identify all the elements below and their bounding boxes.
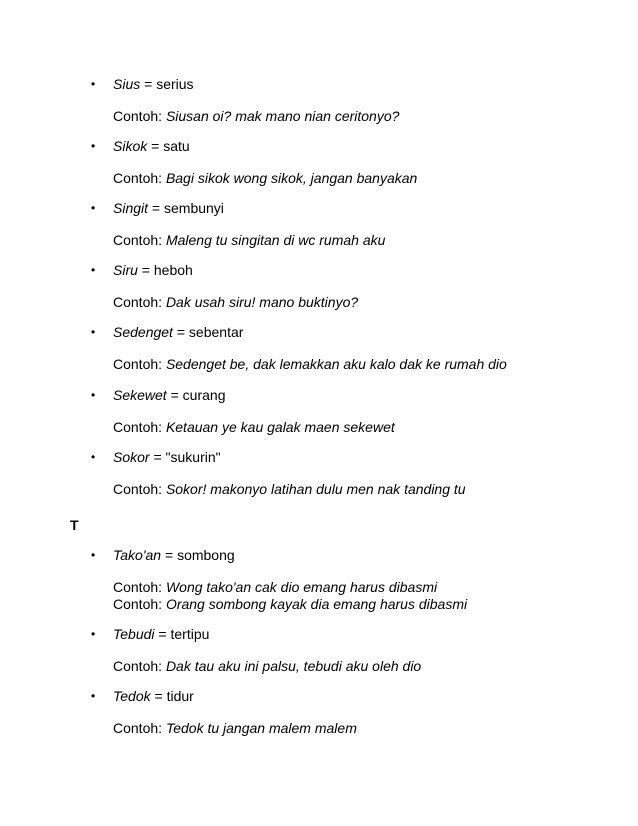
entry-meaning: sembunyi	[164, 200, 224, 216]
bullet-icon: •	[91, 450, 96, 464]
entry-meaning: sebentar	[188, 324, 244, 340]
entry-definition	[113, 198, 224, 218]
bullet-icon: •	[91, 388, 96, 402]
example-text: Siusan oi? mak mano nian ceritonyo?	[165, 108, 400, 124]
bullet-icon: •	[91, 689, 96, 703]
entry-meaning: serius	[156, 76, 194, 92]
entry-word: Siru	[113, 262, 138, 278]
entry-word: Sedenget	[113, 324, 173, 340]
list-item	[0, 447, 638, 467]
example-line	[113, 354, 507, 374]
equals-sign: =	[137, 262, 154, 278]
bullet-icon: •	[91, 325, 96, 339]
list-item	[0, 545, 638, 565]
example-label: Contoh:	[113, 720, 163, 736]
example-label: Contoh:	[113, 356, 163, 372]
list-item	[0, 624, 638, 644]
entry-word: Sokor	[113, 449, 150, 465]
example-label: Contoh:	[113, 658, 163, 674]
example-line	[113, 106, 399, 126]
example-text: Wong tako'an cak dio emang harus dibasmi	[165, 579, 438, 595]
entry-definition	[113, 74, 194, 94]
example-line	[113, 718, 357, 738]
example-text: Dak usah siru! mano buktinyo?	[165, 294, 359, 310]
entry-meaning: tertipu	[170, 626, 210, 642]
entry-meaning: tidur	[166, 688, 194, 704]
equals-sign: =	[149, 449, 166, 465]
example-text: Orang sombong kayak dia emang harus dibasmi	[165, 596, 468, 612]
entry-definition	[113, 322, 243, 342]
entry-meaning: sombong	[177, 547, 235, 563]
entry-meaning: "sukurin"	[165, 449, 221, 465]
list-item	[0, 136, 638, 156]
example-text: Sokor! makonyo latihan dulu men nak tanding tu	[165, 481, 466, 497]
entry-word: Tako'an	[113, 547, 162, 563]
example-line	[113, 292, 358, 312]
example-line	[113, 168, 417, 188]
example-label: Contoh:	[113, 108, 163, 124]
bullet-icon: •	[91, 263, 96, 277]
example-text: Sedenget be, dak lemakkan aku kalo dak ke rumah dio	[165, 356, 507, 372]
entry-word: Tedok	[113, 688, 151, 704]
entry-meaning: heboh	[153, 262, 193, 278]
example-text: Maleng tu singitan di wc rumah aku	[165, 232, 386, 248]
bullet-icon: •	[91, 77, 96, 91]
entry-definition	[113, 385, 225, 405]
entry-word: Tebudi	[113, 626, 155, 642]
example-text: Bagi sikok wong sikok, jangan banyakan	[165, 170, 418, 186]
list-item	[0, 74, 638, 94]
example-label: Contoh:	[113, 579, 163, 595]
equals-sign: =	[161, 547, 178, 563]
equals-sign: =	[147, 138, 164, 154]
section-heading: T	[70, 517, 79, 533]
bullet-icon: •	[91, 139, 96, 153]
example-label: Contoh:	[113, 596, 163, 612]
example-line	[113, 479, 466, 499]
equals-sign: =	[140, 76, 157, 92]
example-text: Tedok tu jangan malem malem	[165, 720, 357, 736]
entry-word: Sikok	[113, 138, 148, 154]
entry-word: Singit	[113, 200, 149, 216]
entry-definition	[113, 447, 221, 467]
list-item	[0, 198, 638, 218]
entry-meaning: satu	[163, 138, 190, 154]
example-line	[113, 594, 467, 614]
entry-definition	[113, 136, 190, 156]
example-label: Contoh:	[113, 481, 163, 497]
equals-sign: =	[172, 324, 189, 340]
bullet-icon: •	[91, 201, 96, 215]
entry-definition	[113, 545, 235, 565]
example-line	[113, 417, 395, 437]
example-label: Contoh:	[113, 232, 163, 248]
entry-word: Sekewet	[113, 387, 167, 403]
example-text: Ketauan ye kau galak maen sekewet	[165, 419, 395, 435]
equals-sign: =	[166, 387, 183, 403]
equals-sign: =	[154, 626, 171, 642]
equals-sign: =	[150, 688, 167, 704]
example-label: Contoh:	[113, 170, 163, 186]
entry-definition	[113, 686, 194, 706]
list-item	[0, 385, 638, 405]
bullet-icon: •	[91, 548, 96, 562]
list-item	[0, 686, 638, 706]
example-label: Contoh:	[113, 419, 163, 435]
entry-meaning: curang	[182, 387, 226, 403]
entry-word: Sius	[113, 76, 141, 92]
equals-sign: =	[148, 200, 164, 216]
example-text: Dak tau aku ini palsu, tebudi aku oleh dio	[165, 658, 422, 674]
bullet-icon: •	[91, 627, 96, 641]
example-label: Contoh:	[113, 294, 163, 310]
list-item	[0, 260, 638, 280]
example-line	[113, 656, 421, 676]
example-line	[113, 230, 385, 250]
entry-definition	[113, 624, 209, 644]
entry-definition	[113, 260, 193, 280]
list-item	[0, 322, 638, 342]
